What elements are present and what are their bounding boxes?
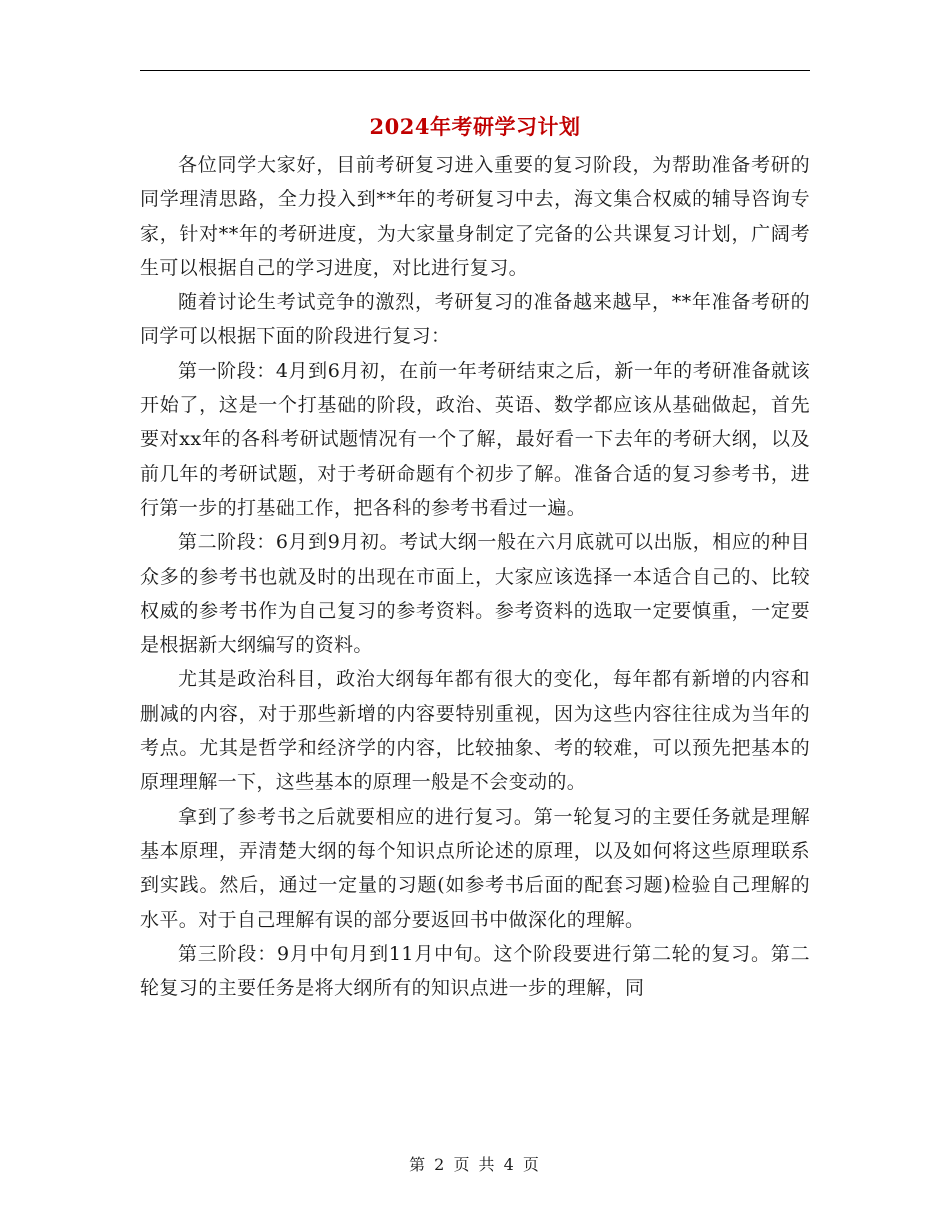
document-body	[140, 148, 810, 1005]
paragraph-first-round: 拿到了参考书之后就要相应的进行复习。第一轮复习的主要任务就是理解基本原理，弄清楚大纲的每个知识点所论述的原理，以及如何将这些原理联系到实践。然后，通过一定量的习题(如参考书后面的配套习题)检验自己理解的水平。对于自己理解有误的部分要返回书中做深化的理解。	[140, 805, 810, 931]
paragraph-politics: 尤其是政治科目，政治大纲每年都有很大的变化，每年都有新增的内容和删减的内容，对于那些新增的内容要特别重视，因为这些内容往往成为当年的考点。尤其是哲学和经济学的内容，比较抽象、考的较难，可以预先把基本的原理理解一下，这些基本的原理一般是不会变动的。	[140, 668, 810, 794]
paragraph-stage-3: 第三阶段：9月中旬月到11月中旬。这个阶段要进行第二轮的复习。第二轮复习的主要任务是将大纲所有的知识点进一步的理解，同	[140, 942, 810, 1000]
paragraph-stage-1: 第一阶段：4月到6月初，在前一年考研结束之后，新一年的考研准备就该开始了，这是一个打基础的阶段，政治、英语、数学都应该从基础做起，首先要对xx年的各科考研试题情况有一个了解，最好看一下去年的考研大纲，以及前几年的考研试题，对于考研命题有个初步了解。准备合适的复习参考书，进行第一步的打基础工作，把各科的参考书看过一遍。	[140, 359, 810, 519]
document-title: 2024年考研学习计划	[369, 114, 581, 139]
paragraph-overview: 随着讨论生考试竞争的激烈，考研复习的准备越来越早，**年准备考研的同学可以根据下面的阶段进行复习：	[140, 291, 810, 348]
page-number-footer: 第 2 页 共 4 页	[409, 1155, 541, 1174]
paragraph-stage-2: 第二阶段：6月到9月初。考试大纲一般在六月底就可以出版，相应的种目众多的参考书也就及时的出现在市面上，大家应该选择一本适合自己的、比较权威的参考书作为自己复习的参考资料。参考资料的选取一定要慎重，一定要是根据新大纲编写的资料。	[140, 531, 810, 657]
header-rule	[140, 70, 810, 71]
paragraph-intro: 各位同学大家好，目前考研复习进入重要的复习阶段，为帮助准备考研的同学理清思路，全力投入到**年的考研复习中去，海文集合权威的辅导咨询专家，针对**年的考研进度，为大家量身制定了完备的公共课复习计划，广阔考生可以根据自己的学习进度，对比进行复习。	[140, 154, 810, 279]
